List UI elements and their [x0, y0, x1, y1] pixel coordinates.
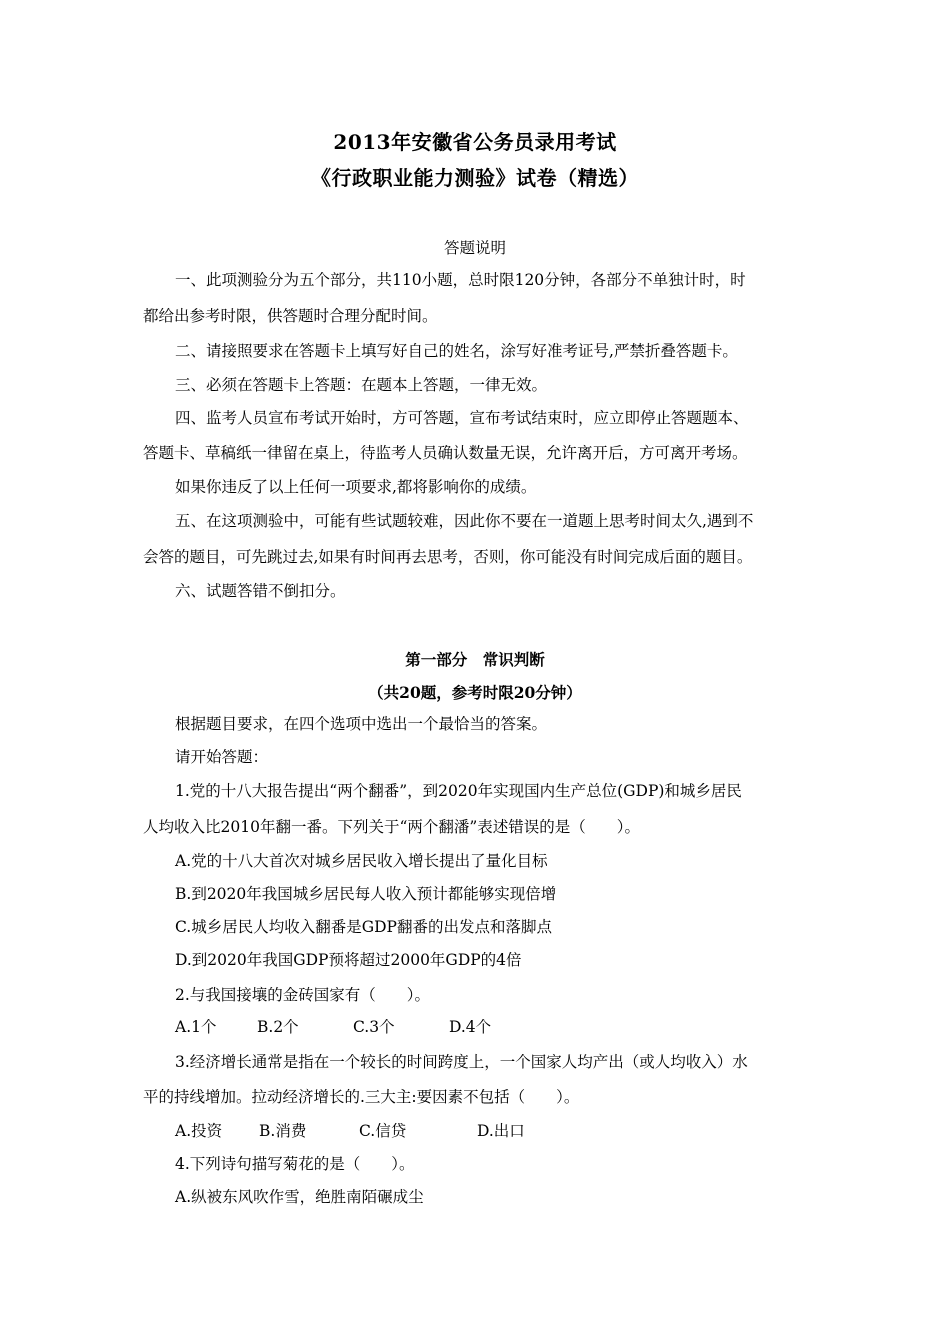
question-3-option-a: A.投资 [175, 1122, 223, 1140]
question-4-stem: 4.下列诗句描写菊花的是（ ）。 [175, 1155, 415, 1173]
instruction-line: 都给出参考时限，供答题时合理分配时间。 [143, 307, 438, 325]
question-2-option-a: A.1个 [175, 1018, 217, 1036]
question-3-stem: 3.经济增长通常是指在一个较长的时间跨度上，一个国家人均产出（或人均收入）水 [175, 1053, 748, 1071]
question-3-option-d: D.出口 [477, 1122, 525, 1140]
instruction-line: 六、试题答错不倒扣分。 [175, 582, 346, 600]
question-2-options [175, 1017, 491, 1037]
instruction-line: 三、必须在答题卡上答题：在题本上答题，一律无效。 [175, 376, 548, 394]
section-intro: 根据题目要求，在四个选项中选出一个最恰当的答案。 [175, 715, 548, 733]
instruction-line: 会答的题目，可先跳过去,如果有时间再去思考，否则，你可能没有时间完成后面的题目。 [143, 548, 753, 566]
document-title: 2013年安徽省公务员录用考试 [333, 130, 617, 154]
question-2-option-b: B.2个 [257, 1018, 299, 1036]
question-4-option-a: A.纵被东风吹作雪，绝胜南陌碾成尘 [175, 1188, 424, 1206]
question-3-options [175, 1121, 525, 1141]
question-1-option-d: D.到2020年我国GDP预将超过2000年GDP的4倍 [175, 951, 522, 969]
question-1-stem: 1.党的十八大报告提出“两个翻番”，到2020年实现国内生产总位(GDP)和城乡居民 [175, 782, 742, 800]
question-1-stem-cont: 人均收入比2010年翻一番。下列关于“两个翻潘”表述错误的是（ ）。 [143, 818, 641, 836]
question-3-option-b: B.消费 [259, 1122, 307, 1140]
instruction-line: 一、此项测验分为五个部分，共110小题，总时限120分钟，各部分不单独计时，时 [175, 271, 746, 289]
start-prompt: 请开始答题： [175, 748, 269, 766]
instructions-heading: 答题说明 [443, 239, 506, 257]
instruction-line: 如果你违反了以上任何一项要求,都将影响你的成绩。 [175, 478, 537, 496]
instruction-line: 五、在这项测验中，可能有些试题较难，因此你不要在一道题上思考时间太久,遇到不 [175, 512, 754, 530]
question-2-option-c: C.3个 [353, 1018, 395, 1036]
instruction-line: 四、监考人员宣布考试开始时，方可答题，宣布考试结束时，应立即停止答题题本、 [175, 409, 749, 427]
question-3-stem-cont: 平的持线增加。拉动经济增长的.三大主:要因素不包括（ ）。 [143, 1088, 580, 1106]
instruction-line: 二、请接照要求在答题卡上填写好自己的姓名，涂写好准考证号,严禁折叠答题卡。 [175, 342, 738, 360]
question-2-stem: 2.与我国接壤的金砖国家有（ ）。 [175, 986, 431, 1004]
question-1-option-b: B.到2020年我国城乡居民每人收入预计都能够实现倍增 [175, 885, 557, 903]
question-1-option-a: A.党的十八大首次对城乡居民收入增长提出了量化目标 [175, 852, 548, 870]
section-title: 第一部分 常识判断 [405, 650, 545, 669]
section-subtitle: （共20题，参考时限20分钟） [368, 683, 582, 702]
instruction-line: 答题卡、草稿纸一律留在桌上，待监考人员确认数量无误，允许离开后，方可离开考场。 [143, 444, 748, 462]
question-2-option-d: D.4个 [449, 1018, 492, 1036]
document-subtitle: 《行政职业能力测验》试卷（精选） [311, 166, 639, 190]
question-3-option-c: C.信贷 [359, 1122, 407, 1140]
question-1-option-c: C.城乡居民人均收入翻番是GDP翻番的出发点和落脚点 [175, 918, 552, 936]
